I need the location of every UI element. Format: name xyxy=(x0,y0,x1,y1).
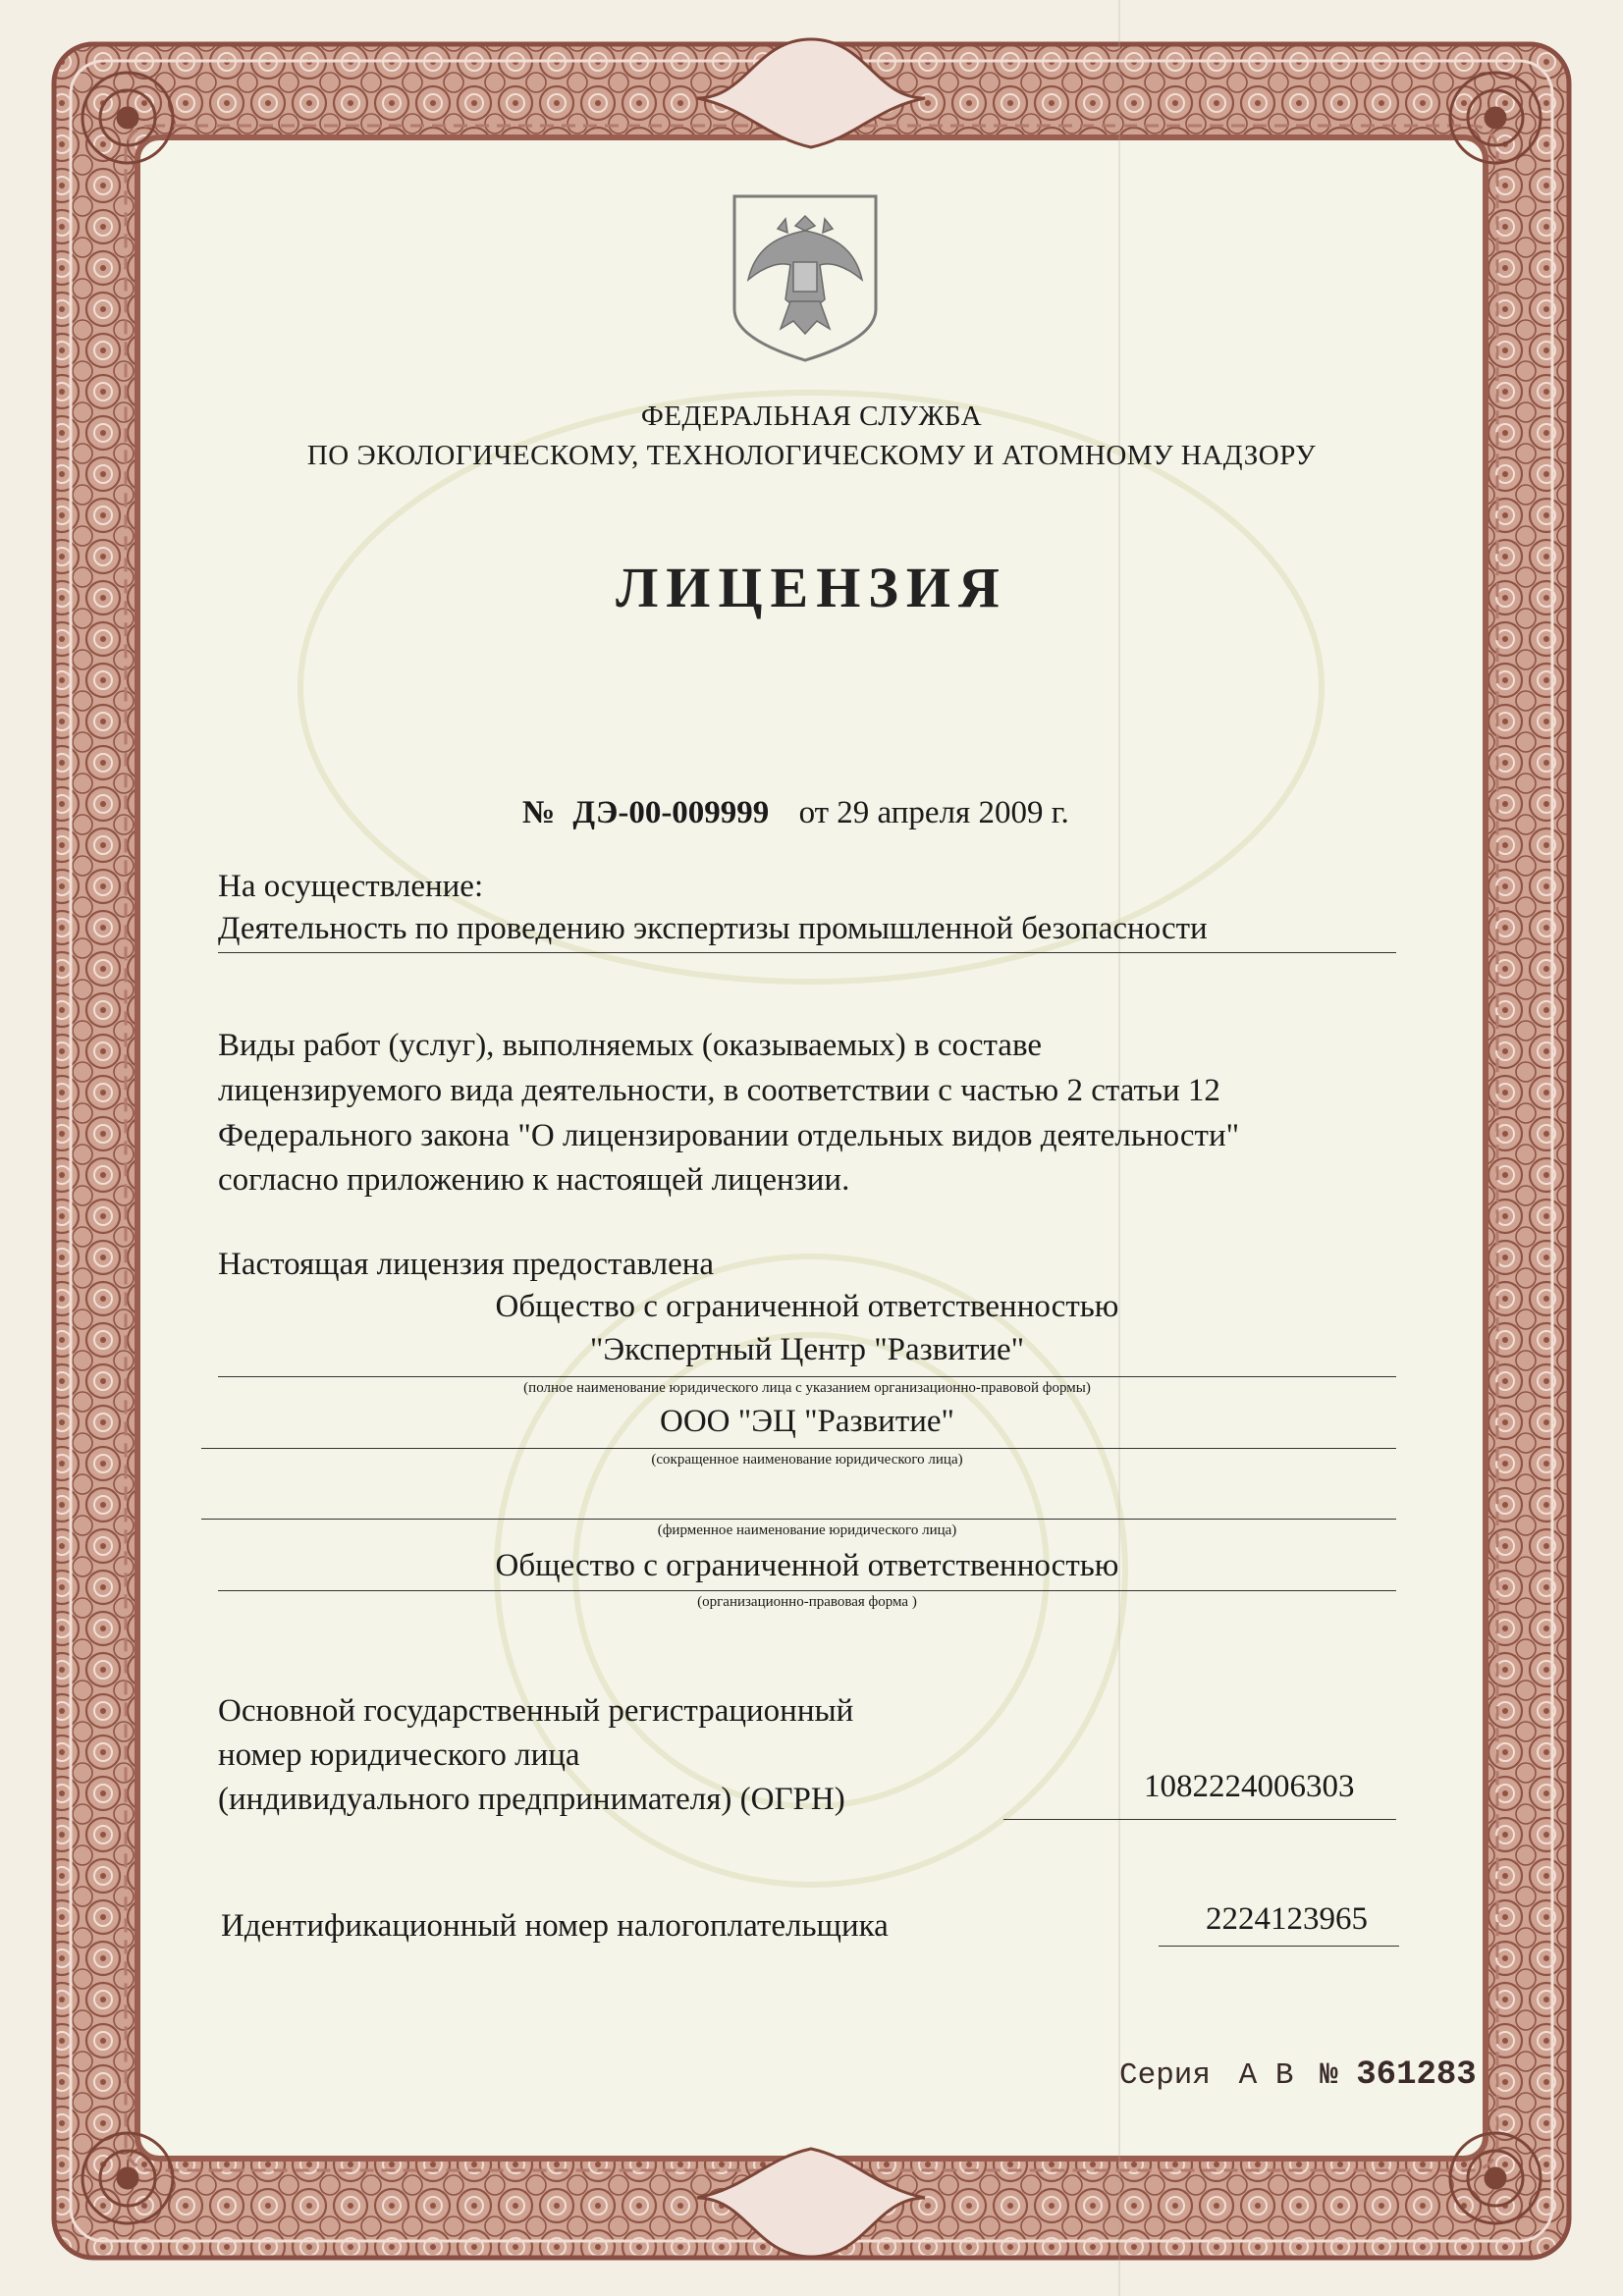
series-number: 361283 xyxy=(1356,2056,1477,2094)
works-line4: согласно приложению к настоящей лицензии. xyxy=(218,1162,850,1198)
ogrn-value: 1082224006303 xyxy=(1144,1769,1355,1804)
works-line2: лицензируемого вида деятельности, в соответствии с частью 2 статьи 12 xyxy=(218,1073,1220,1108)
grantee-full-name-line2: "Экспертный Центр "Развитие" xyxy=(589,1332,1025,1367)
agency-name-line2: ПО ЭКОЛОГИЧЕСКОМУ, ТЕХНОЛОГИЧЕСКОМУ И АТОМНОМУ НАДЗОРУ xyxy=(306,440,1317,471)
works-line1: Виды работ (услуг), выполняемых (оказываемых) в составе xyxy=(218,1028,1042,1063)
series-label: Серия xyxy=(1119,2058,1212,2093)
license-number: ДЭ-00-009999 xyxy=(572,795,770,830)
inn-label: Идентификационный номер налогоплательщика xyxy=(221,1908,889,1944)
ogrn-label-line1: Основной государственный регистрационный xyxy=(218,1693,854,1729)
license-number-row xyxy=(522,795,1069,831)
legal-form-caption: (организационно-правовая форма ) xyxy=(697,1594,917,1610)
brand-name-caption: (фирменное наименование юридического лица) xyxy=(657,1522,957,1538)
purpose-label: На осуществление: xyxy=(218,869,484,904)
full-name-underline xyxy=(218,1376,1396,1377)
grantee-legal-form: Общество с ограниченной ответственностью xyxy=(495,1548,1119,1583)
agency-name-line1: ФЕДЕРАЛЬНАЯ СЛУЖБА xyxy=(640,400,983,432)
short-name-underline xyxy=(201,1448,1396,1449)
grantee-label: Настоящая лицензия предоставлена xyxy=(218,1247,715,1282)
ogrn-underline xyxy=(1003,1819,1396,1820)
purpose-underline xyxy=(218,952,1396,953)
legal-form-underline xyxy=(218,1590,1396,1591)
inn-value: 2224123965 xyxy=(1206,1901,1368,1937)
coat-of-arms-icon xyxy=(727,191,884,363)
purpose-value: Деятельность по проведению экспертизы промышленной безопасности xyxy=(218,911,1208,946)
grantee-short-name: ООО "ЭЦ "Развитие" xyxy=(659,1404,955,1439)
short-name-caption: (сокращенное наименование юридического лица) xyxy=(651,1452,963,1468)
brand-name-underline xyxy=(201,1519,1396,1520)
license-date: от 29 апреля 2009 г. xyxy=(798,795,1069,830)
series-number-prefix: № xyxy=(1320,2058,1338,2093)
inn-underline xyxy=(1159,1946,1399,1947)
series-row xyxy=(1119,2056,1477,2094)
document-title: ЛИЦЕНЗИЯ xyxy=(616,556,1007,619)
license-number-prefix: № xyxy=(522,795,556,830)
full-name-caption: (полное наименование юридического лица с указанием организационно-правовой формы) xyxy=(523,1380,1091,1396)
ogrn-label-line3: (индивидуального предпринимателя) (ОГРН) xyxy=(218,1782,845,1817)
grantee-full-name-line1: Общество с ограниченной ответственностью xyxy=(495,1289,1119,1324)
works-line3: Федерального закона "О лицензировании отдельных видов деятельности" xyxy=(218,1118,1240,1153)
series-letters: А В xyxy=(1238,2058,1294,2093)
ogrn-label-line2: номер юридического лица xyxy=(218,1737,580,1773)
